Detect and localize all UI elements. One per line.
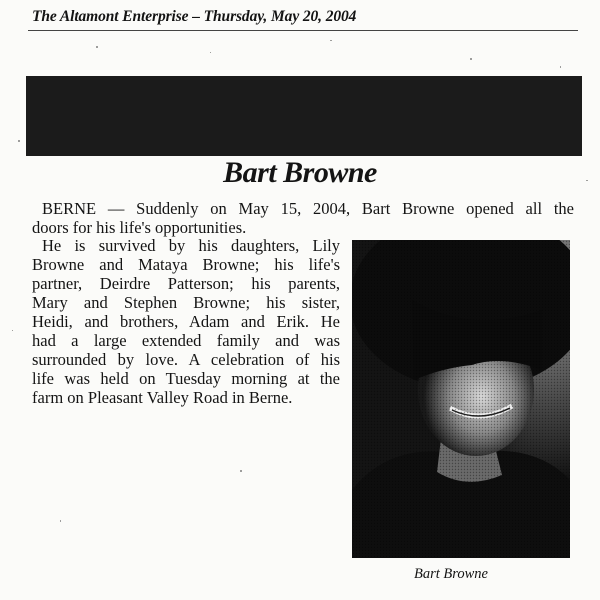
- scan-speck: [12, 330, 13, 331]
- scan-speck: [470, 58, 472, 60]
- scan-speck: [210, 52, 211, 53]
- header-rule: [28, 30, 578, 31]
- dark-photo-band: [26, 76, 582, 156]
- text-line: BERNE — Suddenly on May 15, 2004, Bart Browne opened all the: [42, 199, 574, 218]
- text-line: surrounded by love. A celebration of his: [32, 350, 340, 369]
- text-line: He is survived by his daughters, Lily: [42, 236, 340, 255]
- text-line: Browne and Mataya Browne; his life's: [32, 255, 340, 274]
- scan-speck: [60, 520, 61, 522]
- photo-caption: Bart Browne: [414, 566, 488, 582]
- scan-speck: [586, 180, 588, 181]
- text-line: life was held on Tuesday morning at the: [32, 369, 340, 388]
- text-line: farm on Pleasant Valley Road in Berne.: [32, 388, 293, 407]
- text-line: had a large extended family and was: [32, 331, 340, 350]
- text-line: Mary and Stephen Browne; his sister,: [32, 293, 340, 312]
- publication-header: The Altamont Enterprise – Thursday, May 20, 2004: [32, 8, 357, 25]
- scan-speck: [560, 66, 561, 68]
- portrait-photo-svg: [352, 240, 570, 558]
- obituary-intro-paragraph: [32, 199, 574, 237]
- text-line: partner, Deirdre Patterson; his parents,: [32, 274, 340, 293]
- scan-speck: [330, 40, 332, 41]
- scan-speck: [96, 46, 98, 48]
- portrait-photo: [352, 240, 570, 558]
- scan-speck: [240, 470, 242, 472]
- text-line: doors for his life's opportunities.: [32, 218, 247, 237]
- obituary-survivors-paragraph: [32, 236, 340, 407]
- text-line: Heidi, and brothers, Adam and Erik. He: [32, 312, 340, 331]
- obituary-headline: Bart Browne: [223, 156, 377, 189]
- scan-speck: [18, 140, 20, 142]
